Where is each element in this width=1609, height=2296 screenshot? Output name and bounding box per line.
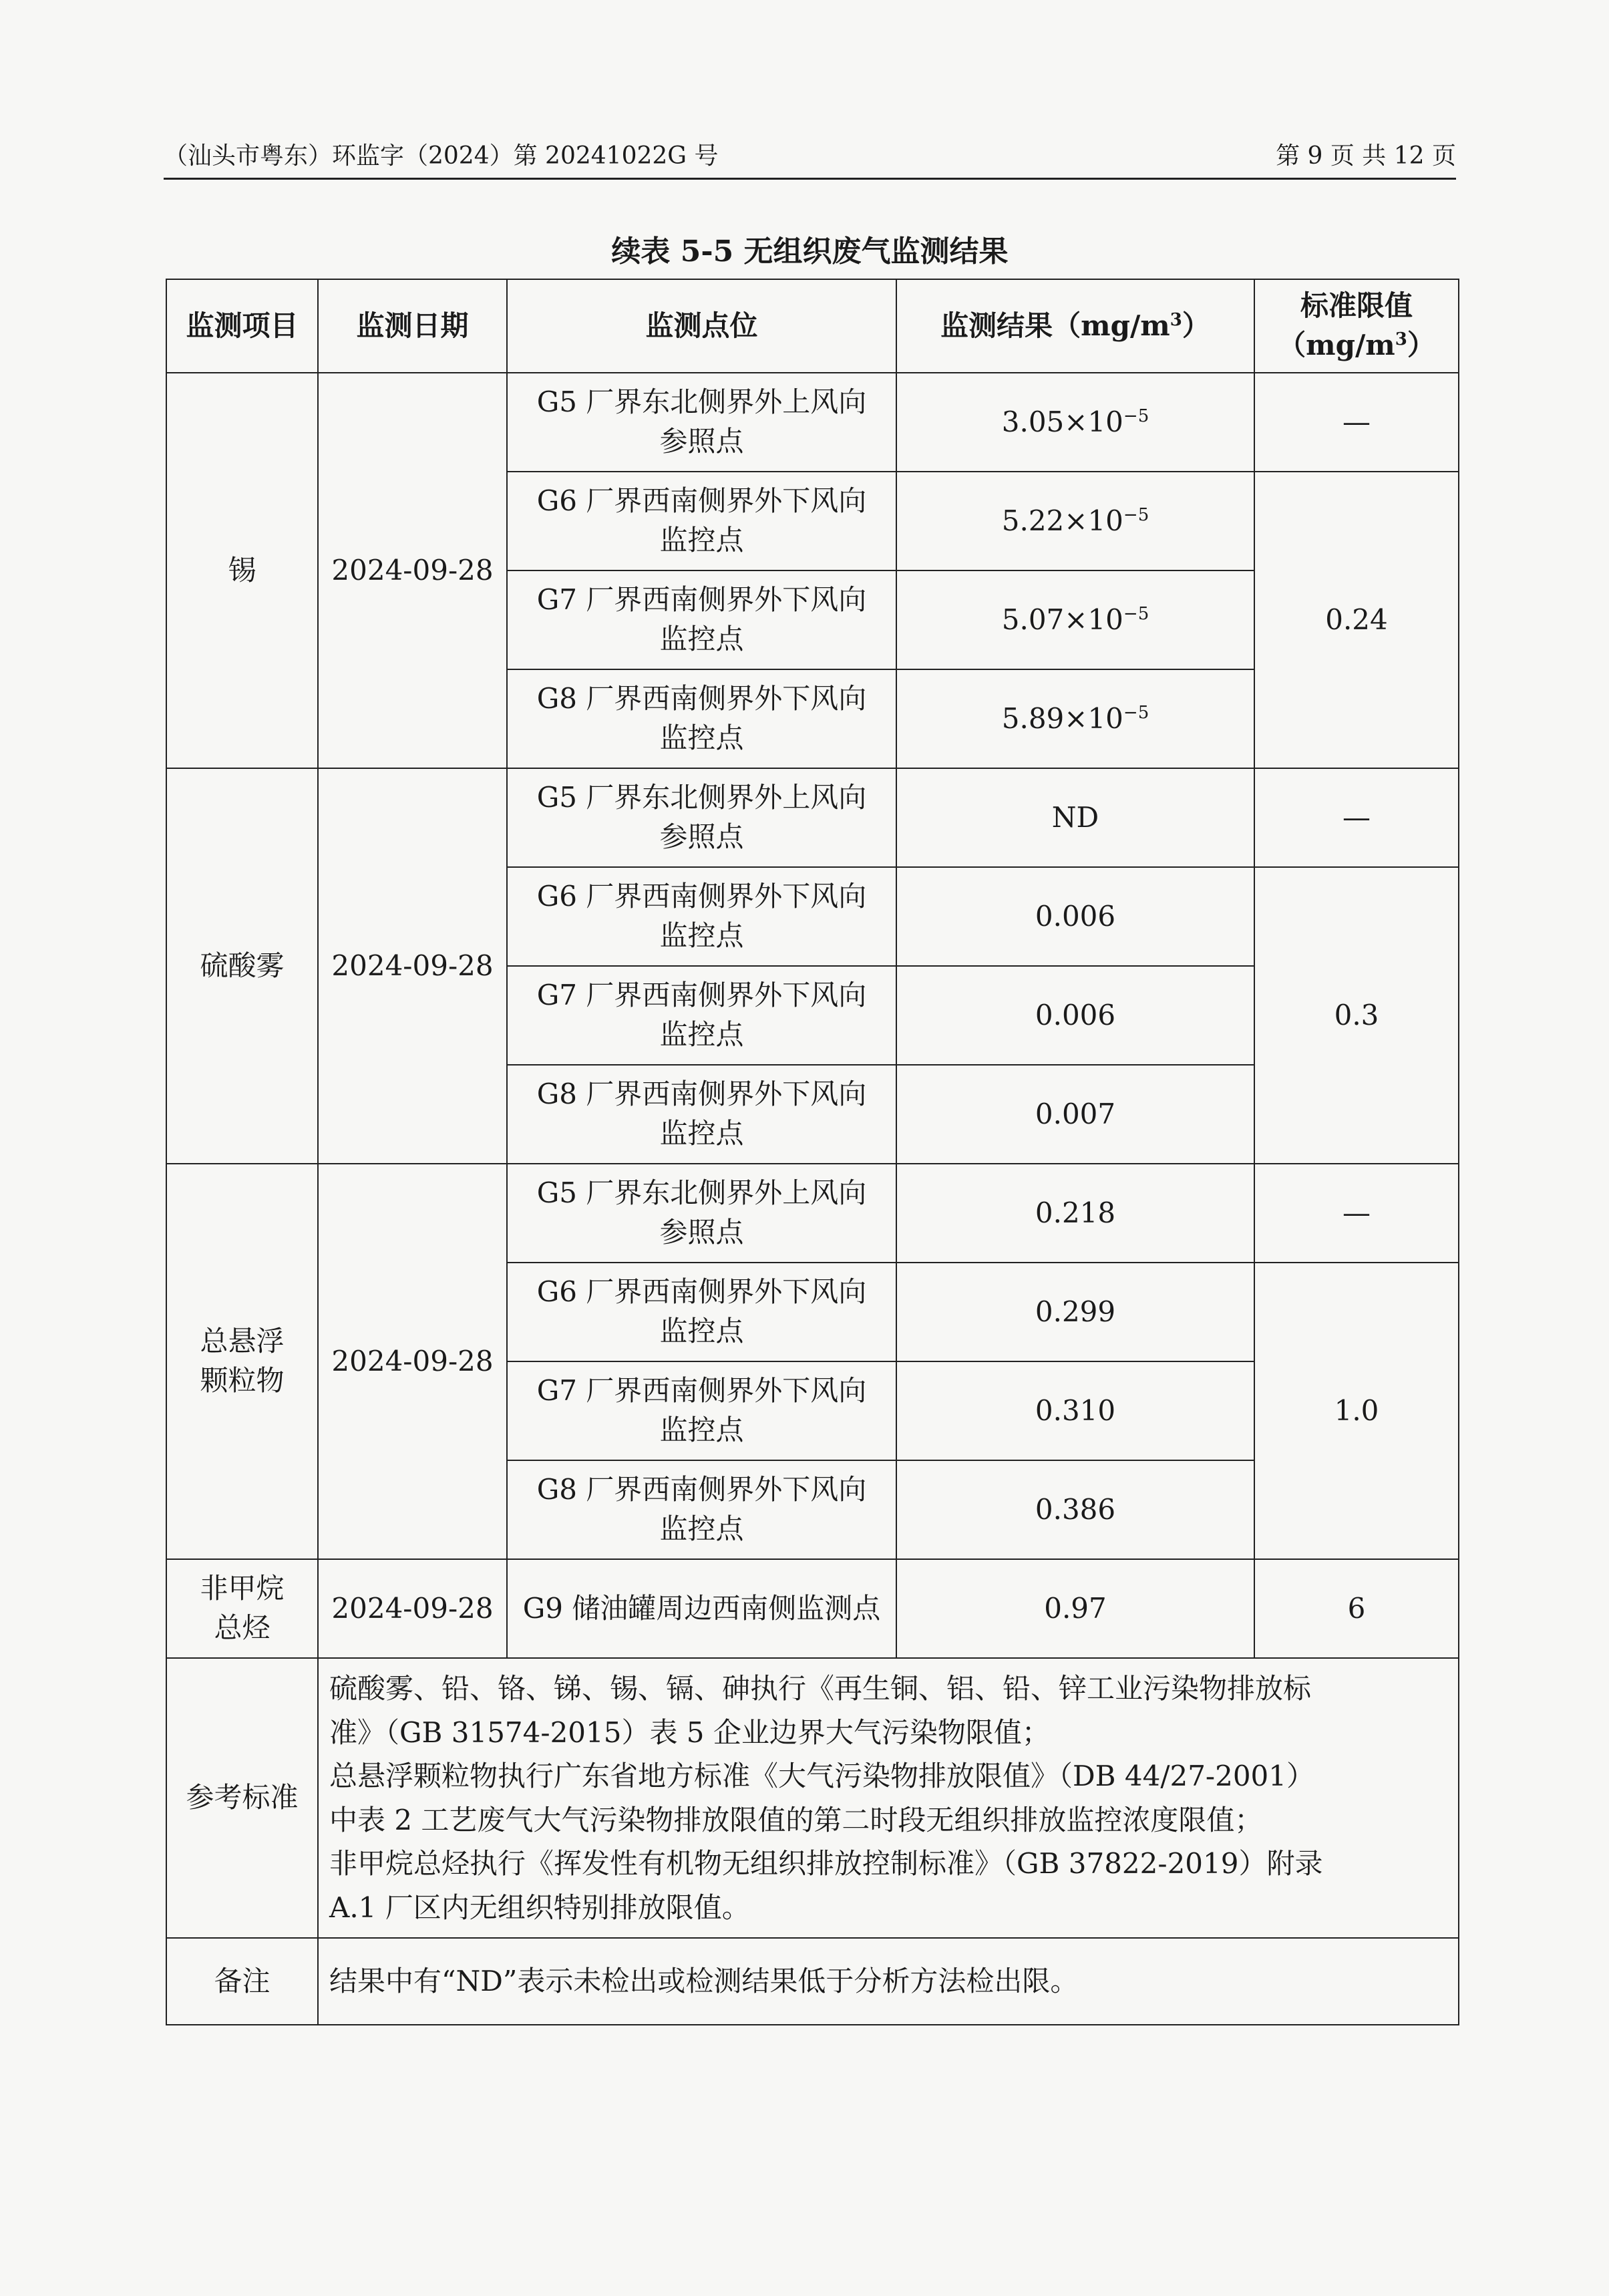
remark-row bbox=[166, 1938, 1459, 2025]
result-cell: $5.89\times 10^{-5}$ bbox=[896, 669, 1254, 768]
result-cell: $5.22\times 10^{-5}$ bbox=[896, 472, 1254, 570]
results-table bbox=[166, 279, 1459, 2025]
point-cell: G7 厂界西南侧界外下风向 监控点 bbox=[507, 570, 896, 669]
report-number: （汕头市粤东）环监字（2024）第 20241022G 号 bbox=[164, 142, 719, 170]
limit-cell: 1.0 bbox=[1254, 1263, 1459, 1559]
item-cell: 硫酸雾 bbox=[166, 768, 318, 1164]
date-cell: 2024-09-28 bbox=[318, 373, 507, 768]
table-row bbox=[166, 768, 1459, 867]
point-cell: G9 储油罐周边西南侧监测点 bbox=[507, 1559, 896, 1658]
page-number: 第 9 页 共 12 页 bbox=[1276, 142, 1456, 170]
result-cell: 0.006 bbox=[896, 867, 1254, 966]
col-point: 监测点位 bbox=[507, 279, 896, 373]
table-row bbox=[166, 1559, 1459, 1658]
limit-cell: — bbox=[1254, 373, 1459, 472]
page-header bbox=[164, 137, 1456, 180]
item-cell: 总悬浮 颗粒物 bbox=[166, 1164, 318, 1559]
result-cell: 0.299 bbox=[896, 1263, 1254, 1361]
result-cell: 0.310 bbox=[896, 1361, 1254, 1460]
result-cell: 0.218 bbox=[896, 1164, 1254, 1263]
table-title: 续表 5-5 无组织废气监测结果 bbox=[611, 234, 1009, 269]
limit-cell: — bbox=[1254, 768, 1459, 867]
result-cell: 0.007 bbox=[896, 1065, 1254, 1164]
table-row bbox=[166, 1164, 1459, 1263]
point-cell: G6 厂界西南侧界外下风向 监控点 bbox=[507, 1263, 896, 1361]
col-date: 监测日期 bbox=[318, 279, 507, 373]
remark-text: 结果中有“ND”表示未检出或检测结果低于分析方法检出限。 bbox=[318, 1938, 1459, 2025]
limit-cell: 0.24 bbox=[1254, 472, 1459, 768]
point-cell: G7 厂界西南侧界外下风向 监控点 bbox=[507, 1361, 896, 1460]
result-cell: ND bbox=[896, 768, 1254, 867]
reference-row bbox=[166, 1658, 1459, 1938]
date-cell: 2024-09-28 bbox=[318, 1559, 507, 1658]
point-cell: G6 厂界西南侧界外下风向 监控点 bbox=[507, 472, 896, 570]
date-cell: 2024-09-28 bbox=[318, 1164, 507, 1559]
point-cell: G7 厂界西南侧界外下风向 监控点 bbox=[507, 966, 896, 1065]
result-cell: $3.05\times 10^{-5}$ bbox=[896, 373, 1254, 472]
result-cell: 0.006 bbox=[896, 966, 1254, 1065]
table-row bbox=[166, 373, 1459, 472]
result-cell: 0.386 bbox=[896, 1460, 1254, 1559]
result-cell: 0.97 bbox=[896, 1559, 1254, 1658]
col-item: 监测项目 bbox=[166, 279, 318, 373]
col-result: 监测结果$(mg/m^3)$ bbox=[896, 279, 1254, 373]
point-cell: G8 厂界西南侧界外下风向 监控点 bbox=[507, 1065, 896, 1164]
reference-text: 硫酸雾、铅、铬、锑、锡、镉、砷执行《再生铜、铝、铅、锌工业污染物排放标 准》（GB 31574-2015）表 5 企业边界大气污染物限值； 总悬浮颗粒物执行广东省地方标准《大气污染物排放限值》（DB 44/27-2001） 中表 2 工艺废气大气污染物排放限值的第二时段无组织排放监控浓度限值； 非甲烷总烃执行《挥发性有机物无组织排放控制标准》（GB 37822-2019）附录 A.1 厂区内无组织特别排放限值。 bbox=[318, 1658, 1459, 1938]
limit-cell: 6 bbox=[1254, 1559, 1459, 1658]
remark-label: 备注 bbox=[166, 1938, 318, 2025]
result-cell: $5.07\times 10^{-5}$ bbox=[896, 570, 1254, 669]
limit-cell: 0.3 bbox=[1254, 867, 1459, 1164]
date-cell: 2024-09-28 bbox=[318, 768, 507, 1164]
item-cell: 锡 bbox=[166, 373, 318, 768]
reference-label: 参考标准 bbox=[166, 1658, 318, 1938]
point-cell: G5 厂界东北侧界外上风向 参照点 bbox=[507, 373, 896, 472]
col-limit: 标准限值 $(mg/m^3)$ bbox=[1254, 279, 1459, 373]
point-cell: G5 厂界东北侧界外上风向 参照点 bbox=[507, 1164, 896, 1263]
point-cell: G8 厂界西南侧界外下风向 监控点 bbox=[507, 669, 896, 768]
item-cell: 非甲烷 总烃 bbox=[166, 1559, 318, 1658]
point-cell: G6 厂界西南侧界外下风向 监控点 bbox=[507, 867, 896, 966]
point-cell: G5 厂界东北侧界外上风向 参照点 bbox=[507, 768, 896, 867]
limit-cell: — bbox=[1254, 1164, 1459, 1263]
point-cell: G8 厂界西南侧界外下风向 监控点 bbox=[507, 1460, 896, 1559]
header-row bbox=[166, 279, 1459, 373]
